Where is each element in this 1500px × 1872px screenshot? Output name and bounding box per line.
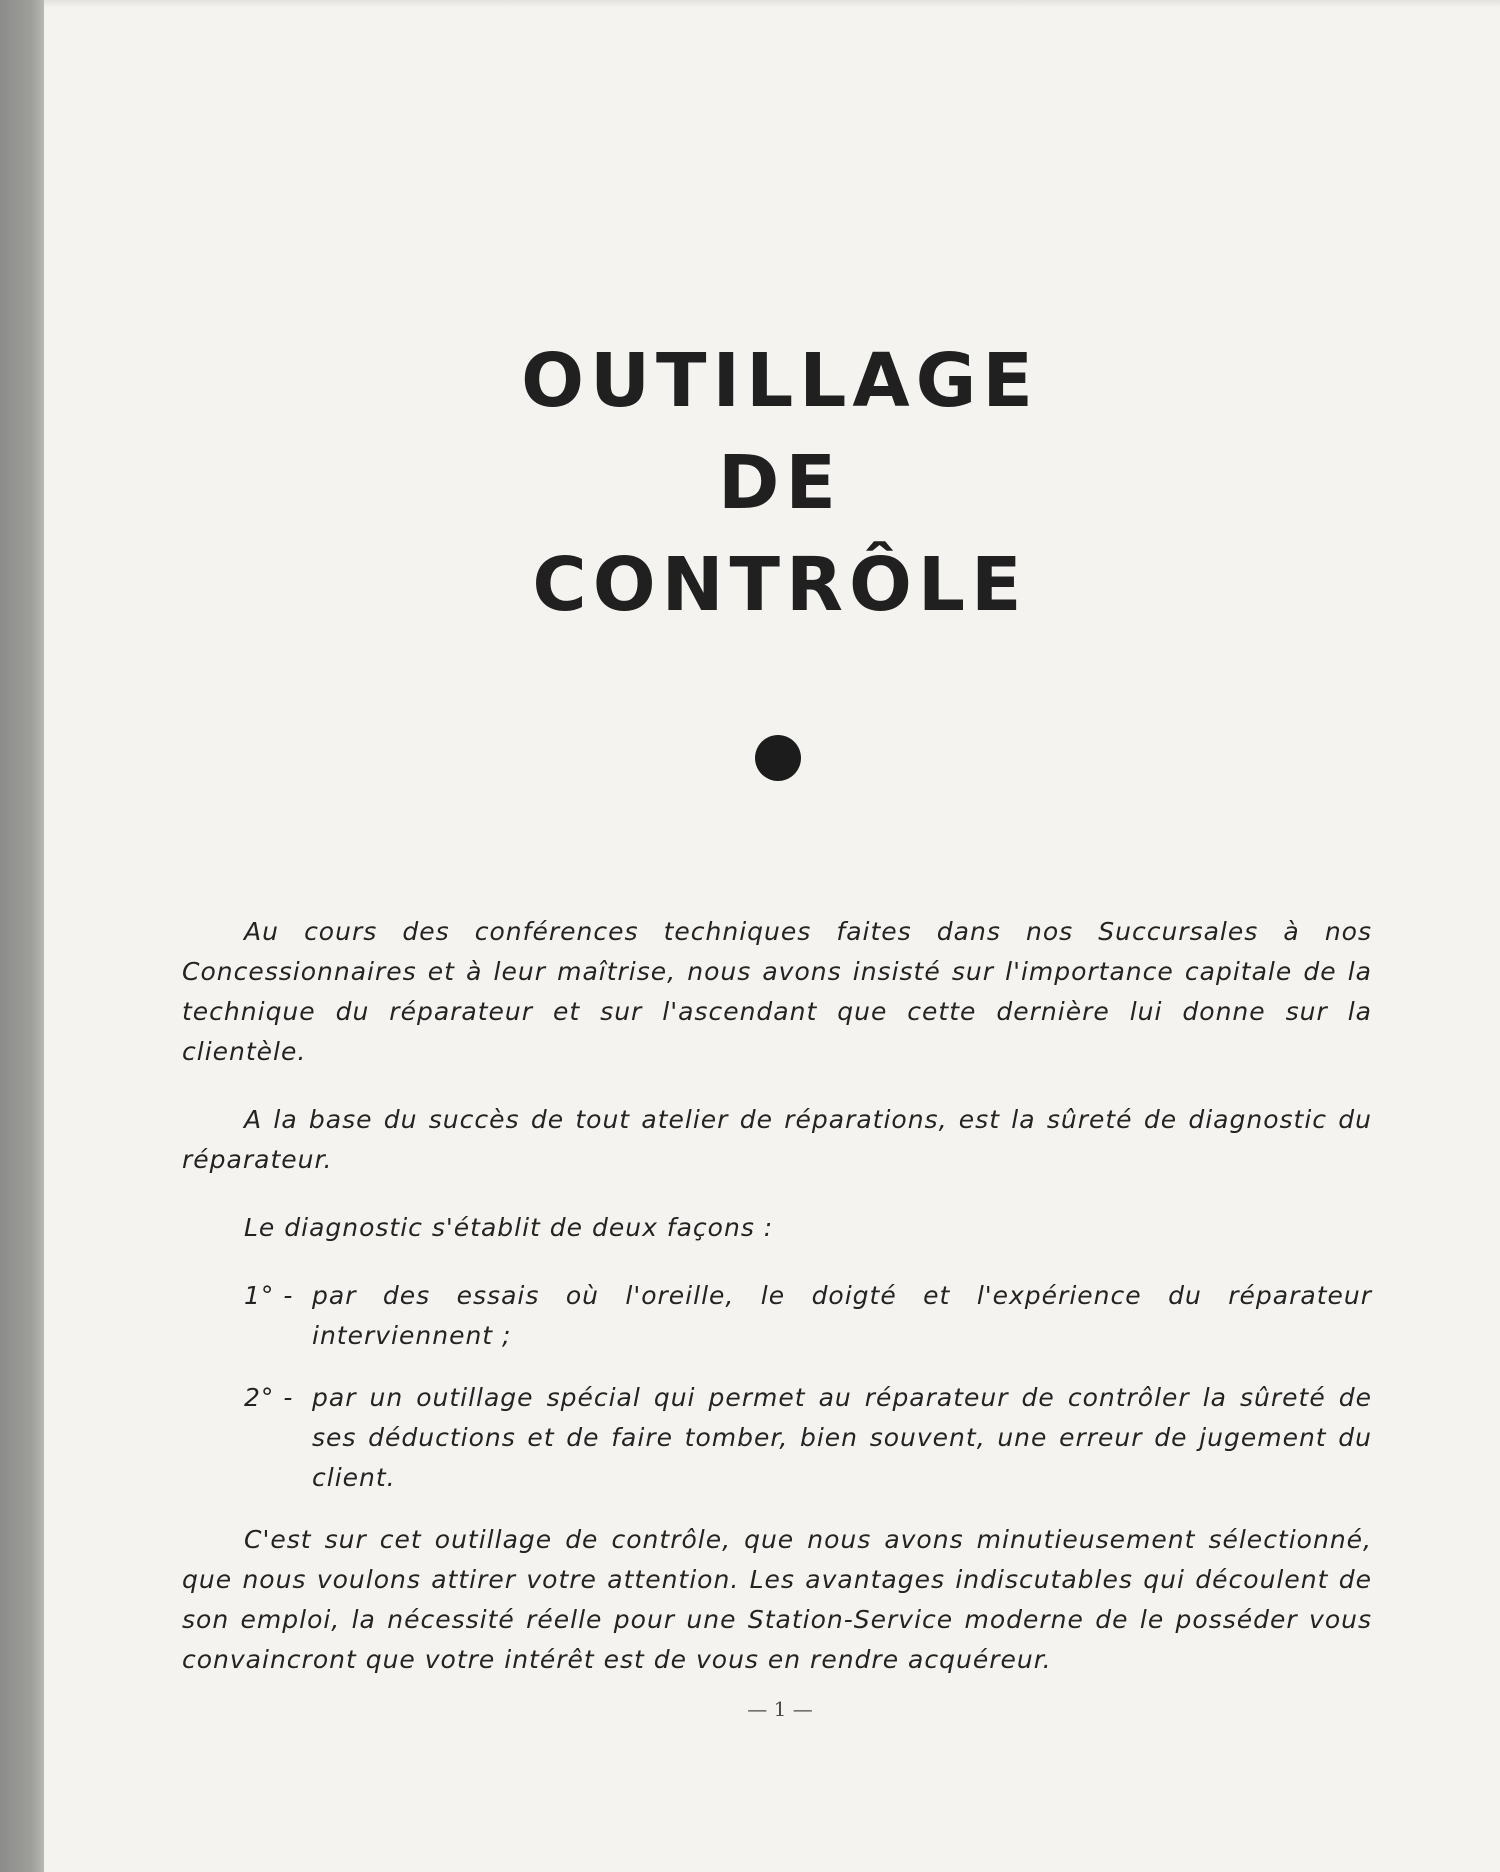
list-item <box>244 1276 1372 1356</box>
page-number: — 1 — <box>747 1697 813 1721</box>
page-binding-edge <box>0 0 44 1872</box>
list-item <box>244 1378 1372 1498</box>
list-item-text: par des essais où l'oreille, le doigté et l'expérience du réparateur interviennent ; <box>312 1281 1372 1350</box>
list-marker: 2° - <box>244 1383 294 1412</box>
paragraph-base: A la base du succès de tout atelier de réparations, est la sûreté de diagnostic du réparateur. <box>182 1105 1372 1174</box>
page-top-shadow <box>44 0 1500 8</box>
title-line-1: OUTILLAGE <box>521 338 1039 424</box>
paragraph-conclusion: C'est sur cet outillage de contrôle, que nous avons minutieusement sélectionné, que nous voulons attirer votre attention. Les avantages indiscutables qui découlent de son emploi, la nécessité réelle pour une Station-Service moderne de le posséder vous convaincront que votre intérêt est de vous en rendre acquéreur. <box>182 1525 1372 1674</box>
page-title <box>440 330 1120 636</box>
body-text <box>182 912 1372 1708</box>
list-item-text: par un outillage spécial qui permet au réparateur de contrôler la sûreté de ses déductions et de faire tomber, bien souvent, une erreur de jugement du client. <box>312 1383 1372 1492</box>
paragraph-intro: Au cours des conférences techniques faites dans nos Succursales à nos Concessionnaires et à leur maîtrise, nous avons insisté sur l'importance capitale de la technique du réparateur et sur l'ascendant que cette dernière lui donne sur la clientèle. <box>182 917 1372 1066</box>
title-line-2: DE <box>718 440 842 526</box>
decorative-dot-icon <box>755 735 801 781</box>
title-line-3: CONTRÔLE <box>532 542 1028 628</box>
list-marker: 1° - <box>244 1281 294 1310</box>
paragraph-diagnostic: Le diagnostic s'établit de deux façons : <box>244 1213 774 1242</box>
